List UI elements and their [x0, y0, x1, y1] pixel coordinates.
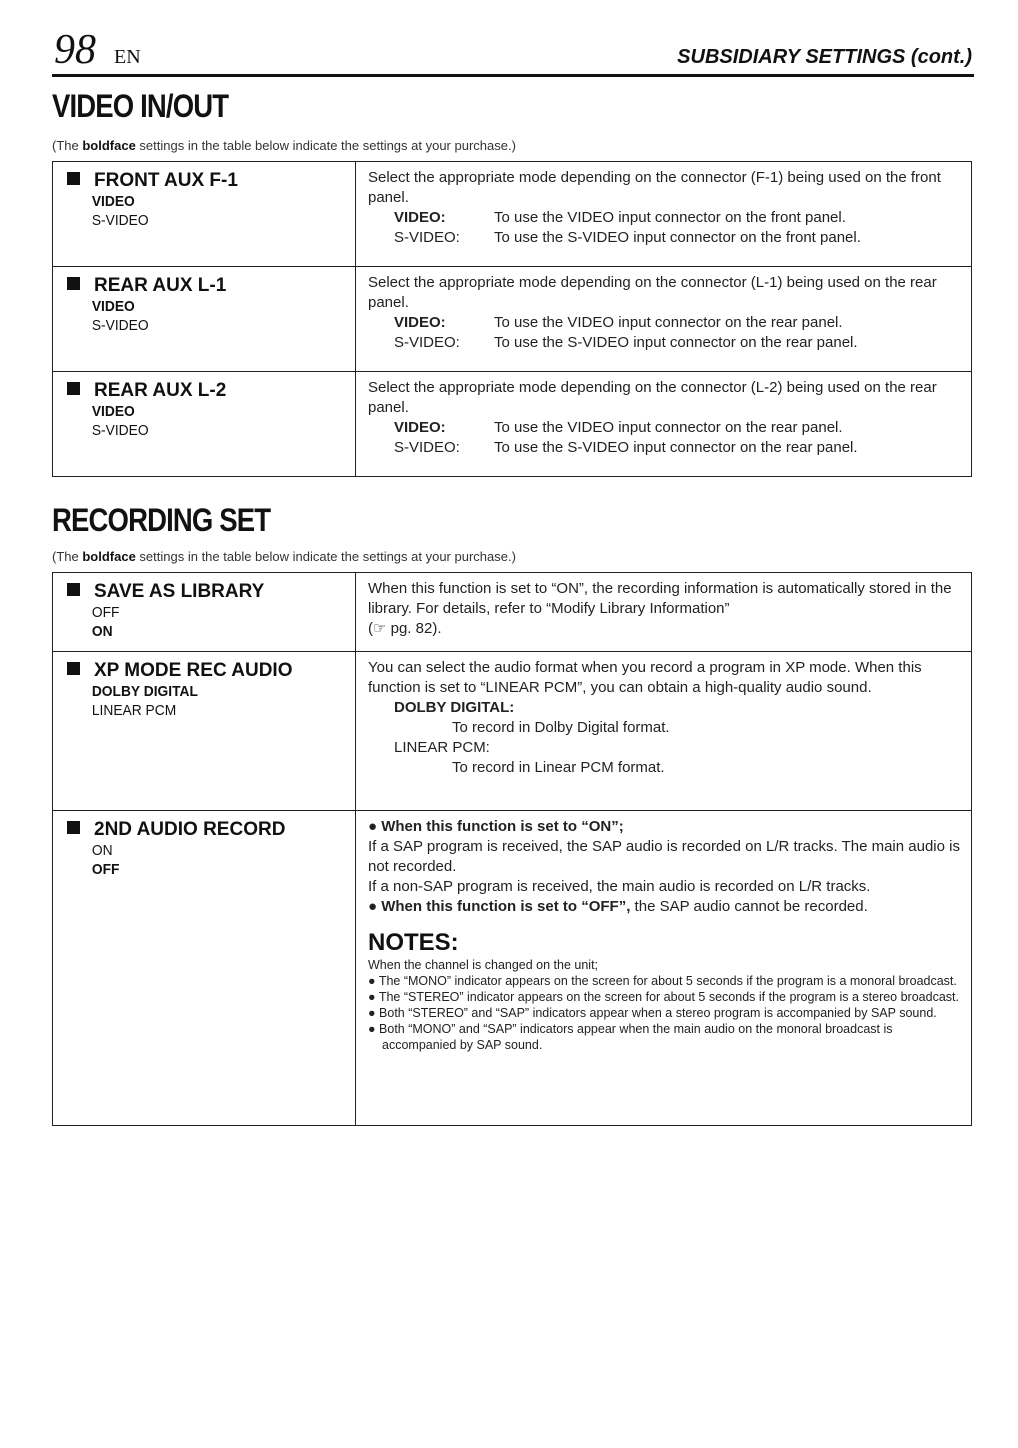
definition-text: To use the S-VIDEO input connector on the rear panel. [494, 439, 858, 456]
video-intro: (The boldface settings in the table below indicate the settings at your purchase.) [52, 138, 516, 153]
setting-name: XP MODE REC AUDIO [94, 660, 293, 681]
page-number: 98 [54, 27, 96, 73]
definition-text: To record in Linear PCM format. [452, 759, 665, 776]
table-row: SAVE AS LIBRARY OFF ON When this function is set to “ON”, the recording information is automatically stored in the library. For details, refer to “Modify Library Information” (☞ pg. 82). [53, 573, 972, 652]
option-s-video: S-VIDEO [91, 422, 149, 439]
recording-section-title: RECORDING SET [52, 502, 271, 538]
definition-text: To use the VIDEO input connector on the rear panel. [494, 419, 843, 436]
option-on: ON [91, 842, 113, 859]
note-item: ● The “STEREO” indicator appears on the screen for about 5 seconds if the program is a stereo broadcast. [368, 990, 959, 1004]
option-video: VIDEO [91, 403, 135, 420]
bullet-dot-icon: ● [368, 990, 376, 1004]
setting-description: Select the appropriate mode depending on the connector (F-1) being used on the front panel. [368, 169, 941, 206]
option-video: VIDEO [91, 298, 135, 315]
video-settings-table [52, 161, 972, 477]
setting-name: SAVE AS LIBRARY [94, 581, 265, 602]
square-bullet-icon [67, 821, 80, 834]
setting-description: When this function is set to “ON”, the recording information is automatically stored in the library. For details, refer to “Modify Library Information” [368, 580, 952, 617]
page-ref-icon: ☞ [373, 620, 387, 637]
option-dolby-digital: DOLBY DIGITAL [91, 683, 198, 700]
table-row [53, 267, 972, 372]
definition-text: To use the VIDEO input connector on the rear panel. [494, 314, 843, 331]
table-row [53, 811, 972, 1126]
on-heading: When this function is set to “ON”; [381, 818, 624, 835]
square-bullet-icon [67, 382, 80, 395]
language-code: EN [114, 46, 141, 68]
option-off: OFF [91, 604, 120, 621]
on-paragraph: If a non-SAP program is received, the main audio is recorded on L/R tracks. [368, 878, 871, 895]
video-section-title: VIDEO IN/OUT [52, 88, 229, 124]
setting-name: REAR AUX L-2 [94, 380, 227, 401]
notes-title: NOTES: [368, 929, 459, 956]
setting-name: FRONT AUX F-1 [94, 170, 238, 191]
definition-text: To record in Dolby Digital format. [452, 719, 670, 736]
definition-text: To use the S-VIDEO input connector on the front panel. [494, 229, 861, 246]
setting-description: Select the appropriate mode depending on the connector (L-1) being used on the rear panel. [368, 274, 937, 311]
definition-term: VIDEO: [394, 314, 446, 331]
setting-name: REAR AUX L-1 [94, 275, 227, 296]
definition-text: To use the S-VIDEO input connector on the rear panel. [494, 334, 858, 351]
on-paragraph: If a SAP program is received, the SAP audio is recorded on L/R tracks. The main audio is not recorded. [368, 838, 960, 875]
option-video: VIDEO [91, 193, 135, 210]
setting-name: 2ND AUDIO RECORD [94, 819, 286, 840]
option-off: OFF [91, 861, 120, 878]
page-reference: pg. 82). [390, 620, 442, 637]
off-text: the SAP audio cannot be recorded. [630, 898, 868, 915]
definition-term: VIDEO: [394, 209, 446, 226]
note-item: ● The “MONO” indicator appears on the screen for about 5 seconds if the program is a monoral broadcast. [368, 974, 957, 988]
bullet-dot-icon: ● [368, 818, 378, 835]
option-linear-pcm: LINEAR PCM [91, 702, 177, 719]
running-head: SUBSIDIARY SETTINGS (cont.) [677, 46, 972, 68]
note-item: ● Both “STEREO” and “SAP” indicators appear when a stereo program is accompanied by SAP sound. [368, 1006, 937, 1020]
definition-term: DOLBY DIGITAL: [394, 699, 515, 716]
square-bullet-icon [67, 662, 80, 675]
option-on: ON [91, 623, 113, 640]
definition-term: VIDEO: [394, 419, 446, 436]
table-row [53, 652, 972, 811]
notes-intro: When the channel is changed on the unit; [368, 958, 599, 972]
page-header [52, 24, 974, 77]
notes-list [368, 957, 961, 1053]
bullet-dot-icon: ● [368, 974, 376, 988]
definition-term: S-VIDEO: [394, 229, 460, 246]
option-s-video: S-VIDEO [91, 317, 149, 334]
square-bullet-icon [67, 172, 80, 185]
definition-term: LINEAR PCM: [394, 739, 490, 756]
option-s-video: S-VIDEO [91, 212, 149, 229]
table-row [53, 162, 972, 267]
note-item: ● Both “MONO” and “SAP” indicators appear when the main audio on the monoral broadcast is accompanied by SAP sound. [368, 1022, 893, 1052]
recording-settings-table [52, 572, 972, 1126]
setting-description: You can select the audio format when you record a program in XP mode. When this function is set to “LINEAR PCM”, you can obtain a high-quality audio sound. [368, 659, 922, 696]
definition-term: S-VIDEO: [394, 439, 460, 456]
setting-description: Select the appropriate mode depending on the connector (L-2) being used on the rear panel. [368, 379, 937, 416]
definition-text: To use the VIDEO input connector on the front panel. [494, 209, 846, 226]
square-bullet-icon [67, 277, 80, 290]
bullet-dot-icon: ● [368, 1022, 376, 1036]
recording-intro: (The boldface settings in the table below indicate the settings at your purchase.) [52, 549, 516, 564]
definition-term: S-VIDEO: [394, 334, 460, 351]
table-row [53, 372, 972, 477]
square-bullet-icon [67, 583, 80, 596]
bullet-dot-icon: ● [368, 1006, 376, 1020]
off-heading: When this function is set to “OFF”, [381, 898, 631, 915]
bullet-dot-icon: ● [368, 898, 378, 915]
